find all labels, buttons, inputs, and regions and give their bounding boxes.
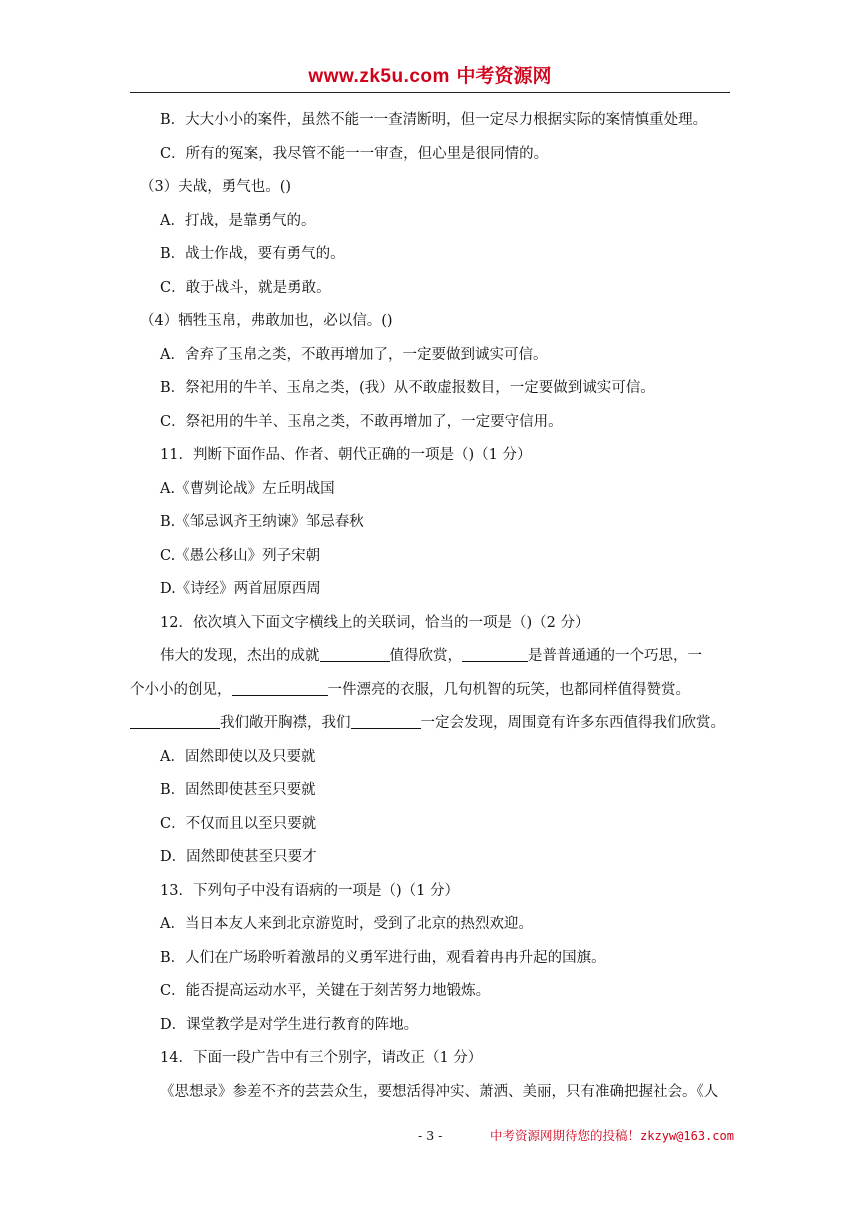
document-body	[130, 104, 730, 1109]
question-14: 14．下面一段广告中有三个别字，请改正（1 分）	[160, 1050, 483, 1066]
page-number: - 3 -	[418, 1128, 443, 1143]
option-c-q12: C．不仅而且以至只要就	[160, 815, 317, 832]
option-d-q12: D．固然即使甚至只要才	[160, 849, 317, 865]
option-b-q11: B.《邹忌讽齐王纳谏》邹忌春秋	[160, 514, 364, 530]
option-c-q13: C．能否提高运动水平，关键在于刻苦努力地锻炼。	[160, 983, 491, 999]
passage-text: 一件漂亮的衣服，几句机智的玩笑，也都同样值得赞赏。	[327, 681, 690, 698]
passage-text: 是普普通通的一个巧思，一	[528, 648, 702, 664]
passage-text: 个小小的创见，	[130, 681, 232, 698]
footer-email[interactable]: zkzyw@163.com	[640, 1129, 734, 1143]
page-footer	[0, 1124, 860, 1148]
passage-text: 伟大的发现，杰出的成就	[160, 648, 320, 664]
fill-blank	[232, 680, 328, 696]
footer-note-text: 中考资源网期待您的投稿！	[490, 1128, 641, 1143]
fill-blank	[320, 646, 390, 662]
option-b-q3: B．战士作战，要有勇气的。	[160, 246, 345, 262]
option-d-q13: D．课堂教学是对学生进行教育的阵地。	[160, 1016, 419, 1033]
passage-text: 值得欣赏，	[389, 648, 462, 664]
sub-question-4: （4）牺牲玉帛，弗敢加也，必以信。()	[140, 313, 393, 329]
ad-passage: 《思想录》参差不齐的芸芸众生，要想活得冲实、萧洒、美丽，只有准确把握社会。《人	[160, 1083, 719, 1100]
option-b-q4: B．祭祀用的牛羊、玉帛之类，(我）从不敢虚报数目，一定要做到诚实可信。	[160, 380, 655, 396]
fill-blank	[462, 646, 528, 662]
passage-text: 一定会发现，周围竟有许多东西值得我们欣赏。	[420, 715, 725, 731]
question-11: 11．判断下面作品、作者、朝代正确的一项是（)（1 分）	[160, 447, 532, 463]
site-url[interactable]: www.zk5u.com	[308, 66, 450, 87]
passage-line-2	[130, 674, 730, 708]
fill-blank	[351, 713, 421, 729]
option-a-q13: A．当日本友人来到北京游览时，受到了北京的热烈欢迎。	[160, 916, 533, 932]
question-13: 13．下列句子中没有语病的一项是（)（1 分）	[160, 882, 459, 899]
fill-blank	[130, 713, 220, 729]
page-header	[130, 62, 730, 93]
option-b-q12: B．固然即使甚至只要就	[160, 782, 316, 798]
option-a-q12: A．固然即使以及只要就	[160, 748, 316, 765]
option-c-q3: C．敢于战斗，就是勇敢。	[160, 279, 331, 296]
option-d-q11: D.《诗经》两首屈原西周	[160, 581, 321, 597]
question-12: 12．依次填入下面文字横线上的关联词，恰当的一项是（)（2 分）	[160, 614, 590, 631]
passage-line-3	[130, 707, 730, 741]
option-a-q3: A．打战，是靠勇气的。	[160, 212, 316, 229]
option-c-q11: C.《愚公移山》列子宋朝	[160, 547, 321, 564]
footer-note	[490, 1124, 734, 1148]
sub-question-3: （3）夫战，勇气也。()	[140, 179, 292, 195]
option-a-q11: A.《曹刿论战》左丘明战国	[160, 480, 335, 497]
site-name: 中考资源网	[456, 65, 552, 87]
passage-text: 我们敞开胸襟，我们	[220, 715, 351, 731]
option-b-q2: B．大大小小的案件，虽然不能一一查清断明，但一定尽力根据实际的案情慎重处理。	[160, 112, 708, 128]
option-c-q4: C．祭祀用的牛羊、玉帛之类，不敢再增加了，一定要守信用。	[160, 413, 563, 430]
option-c-q2: C．所有的冤案，我尽管不能一一审查，但心里是很同情的。	[160, 145, 549, 162]
option-b-q13: B．人们在广场聆听着激昂的义勇军进行曲，观看着冉冉升起的国旗。	[160, 949, 606, 966]
option-a-q4: A．舍弃了玉帛之类，不敢再增加了，一定要做到诚实可信。	[160, 346, 548, 363]
passage-line-1	[130, 640, 730, 674]
